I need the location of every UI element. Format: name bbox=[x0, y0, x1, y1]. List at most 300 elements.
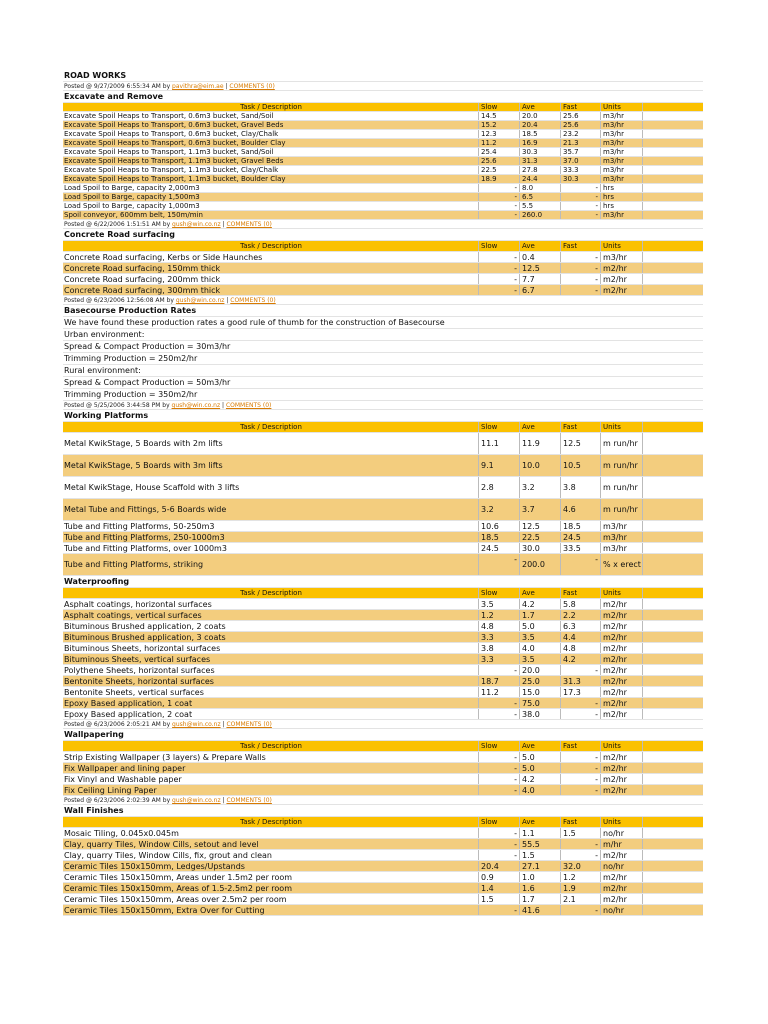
row-pad bbox=[643, 665, 703, 675]
task-description: Mosaic Tiling, 0.045x0.045m bbox=[64, 829, 179, 838]
slow-value: 22.5 bbox=[478, 166, 519, 174]
note-line bbox=[63, 341, 703, 353]
fast-value bbox=[560, 698, 600, 708]
posted-line bbox=[63, 296, 703, 305]
fast-value bbox=[560, 905, 600, 915]
slow-value: 24.5 bbox=[478, 543, 519, 553]
header-fast: Fast bbox=[560, 588, 600, 598]
task-description: Spoil conveyor, 600mm belt, 150m/min bbox=[64, 211, 203, 219]
header-task: Task / Description bbox=[240, 589, 302, 597]
row-pad bbox=[643, 166, 703, 174]
task-description: Excavate Spoil Heaps to Transport, 0.6m3 bucket, Boulder Clay bbox=[64, 139, 286, 147]
row-pad bbox=[643, 643, 703, 653]
task-description: Bituminous Brushed application, 3 coats bbox=[64, 633, 226, 642]
fast-value: 21.3 bbox=[560, 139, 600, 147]
slow-value: 18.5 bbox=[478, 532, 519, 542]
slow-value bbox=[478, 202, 519, 210]
table-header bbox=[63, 241, 703, 252]
units-value: hrs bbox=[600, 184, 643, 192]
comments-link[interactable]: COMMENTS (0) bbox=[226, 797, 272, 804]
table-row bbox=[63, 687, 703, 698]
fast-value: 10.5 bbox=[560, 455, 600, 476]
row-pad bbox=[643, 532, 703, 542]
ave-value: 10.0 bbox=[519, 455, 560, 476]
task-description: Fix Vinyl and Washable paper bbox=[64, 775, 182, 784]
note-line bbox=[63, 329, 703, 341]
fast-value bbox=[560, 709, 600, 719]
row-pad bbox=[643, 433, 703, 454]
table-row bbox=[63, 433, 703, 455]
header-pad bbox=[643, 103, 703, 111]
ave-value: 11.9 bbox=[519, 433, 560, 454]
row-pad bbox=[643, 905, 703, 915]
fast-value bbox=[560, 752, 600, 762]
fast-value: 4.8 bbox=[560, 643, 600, 653]
ave-value: 5.5 bbox=[519, 202, 560, 210]
slow-value: 1.5 bbox=[478, 894, 519, 904]
units-value: m2/hr bbox=[600, 883, 643, 893]
table-header bbox=[63, 422, 703, 433]
ave-value: 24.4 bbox=[519, 175, 560, 183]
slow-value: 1.4 bbox=[478, 883, 519, 893]
table-row bbox=[63, 121, 703, 130]
table-row bbox=[63, 252, 703, 263]
ave-value: 1.0 bbox=[519, 872, 560, 882]
posted-meta: Posted @ 6/23/2006 2:05:21 AM by gush@win.co.nz | COMMENTS (0) bbox=[64, 721, 272, 728]
note-text: We have found these production rates a good rule of thumb for the construction of Basecourse bbox=[64, 318, 445, 327]
header-task: Task / Description bbox=[240, 242, 302, 250]
slow-value bbox=[478, 193, 519, 201]
task-description: Excavate Spoil Heaps to Transport, 0.6m3 bucket, Sand/Soil bbox=[64, 112, 274, 120]
table-row bbox=[63, 643, 703, 654]
task-description: Bentonite Sheets, vertical surfaces bbox=[64, 688, 204, 697]
slow-value: 3.3 bbox=[478, 632, 519, 642]
slow-value bbox=[478, 211, 519, 219]
task-description: Ceramic Tiles 150x150mm, Areas of 1.5-2.5m2 per room bbox=[64, 884, 292, 893]
slow-value bbox=[478, 763, 519, 773]
table-row bbox=[63, 211, 703, 220]
empty-dash: - bbox=[514, 764, 517, 773]
table-row bbox=[63, 665, 703, 676]
units-value: m run/hr bbox=[600, 477, 643, 498]
ave-value: 200.0 bbox=[519, 554, 560, 575]
fast-value: 2.1 bbox=[560, 894, 600, 904]
header-fast: Fast bbox=[560, 241, 600, 251]
units-value: m3/hr bbox=[600, 252, 643, 262]
fast-value: 5.8 bbox=[560, 599, 600, 609]
section-heading-text: Basecourse Production Rates bbox=[64, 306, 197, 315]
fast-value bbox=[560, 774, 600, 784]
slow-value: 3.3 bbox=[478, 654, 519, 664]
task-description: Ceramic Tiles 150x150mm, Areas over 2.5m2 per room bbox=[64, 895, 287, 904]
ave-value: 1.7 bbox=[519, 610, 560, 620]
slow-value: 1.2 bbox=[478, 610, 519, 620]
empty-dash: - bbox=[514, 753, 517, 762]
table-row bbox=[63, 861, 703, 872]
slow-value: 3.2 bbox=[478, 499, 519, 520]
table-row bbox=[63, 543, 703, 554]
slow-value bbox=[478, 785, 519, 795]
ave-value: 31.3 bbox=[519, 157, 560, 165]
units-value: m3/hr bbox=[600, 175, 643, 183]
units-value: m2/hr bbox=[600, 665, 643, 675]
empty-dash: - bbox=[514, 275, 517, 284]
header-task: Task / Description bbox=[240, 103, 302, 111]
row-pad bbox=[643, 839, 703, 849]
ave-value: 6.7 bbox=[519, 285, 560, 295]
slow-value: 3.5 bbox=[478, 599, 519, 609]
author-link[interactable]: gush@win.co.nz bbox=[172, 221, 221, 228]
note-text: Spread & Compact Production = 50m3/hr bbox=[64, 378, 231, 387]
units-value: m2/hr bbox=[600, 285, 643, 295]
ave-value: 27.1 bbox=[519, 861, 560, 871]
table-row bbox=[63, 274, 703, 285]
slow-value bbox=[478, 709, 519, 719]
task-description: Tube and Fitting Platforms, over 1000m3 bbox=[64, 544, 227, 553]
section-heading bbox=[63, 576, 703, 588]
header-units: Units bbox=[600, 741, 643, 751]
task-description: Epoxy Based application, 2 coat bbox=[64, 710, 193, 719]
row-pad bbox=[643, 477, 703, 498]
author-link[interactable]: gush@win.co.nz bbox=[171, 402, 221, 409]
author-link[interactable]: gush@win.co.nz bbox=[175, 297, 225, 304]
posted-line bbox=[63, 220, 703, 229]
task-description: Bentonite Sheets, horizontal surfaces bbox=[64, 677, 214, 686]
fast-value: 37.0 bbox=[560, 157, 600, 165]
empty-dash: - bbox=[595, 253, 598, 262]
note-line bbox=[63, 317, 703, 329]
row-pad bbox=[643, 202, 703, 210]
fast-value bbox=[560, 554, 600, 575]
fast-value: 35.7 bbox=[560, 148, 600, 156]
table-row bbox=[63, 828, 703, 839]
ave-value: 8.0 bbox=[519, 184, 560, 192]
comments-link[interactable]: COMMENTS (0) bbox=[225, 402, 272, 409]
slow-value bbox=[478, 554, 519, 575]
note-text: Urban environment: bbox=[64, 330, 145, 339]
table-row bbox=[63, 202, 703, 211]
header-slow: Slow bbox=[478, 741, 519, 751]
slow-value bbox=[478, 752, 519, 762]
empty-dash: - bbox=[595, 764, 598, 773]
slow-value: 18.7 bbox=[478, 676, 519, 686]
row-pad bbox=[643, 785, 703, 795]
table-row bbox=[63, 632, 703, 643]
header-units: Units bbox=[600, 241, 643, 251]
units-value: m/hr bbox=[600, 839, 643, 849]
row-pad bbox=[643, 828, 703, 838]
task-description: Excavate Spoil Heaps to Transport, 1.1m3 bucket, Boulder Clay bbox=[64, 175, 286, 183]
task-description: Concrete Road surfacing, 200mm thick bbox=[64, 275, 221, 284]
row-pad bbox=[643, 139, 703, 147]
task-description: Ceramic Tiles 150x150mm, Ledges/Upstands bbox=[64, 862, 245, 871]
empty-dash: - bbox=[595, 211, 598, 219]
row-pad bbox=[643, 175, 703, 183]
slow-value bbox=[478, 905, 519, 915]
task-description: Metal KwikStage, House Scaffold with 3 lifts bbox=[64, 483, 240, 492]
units-value: m2/hr bbox=[600, 632, 643, 642]
row-pad bbox=[643, 184, 703, 192]
row-pad bbox=[643, 121, 703, 129]
empty-dash: - bbox=[514, 253, 517, 262]
note-text: Rural environment: bbox=[64, 366, 141, 375]
note-line bbox=[63, 389, 703, 401]
table-row bbox=[63, 130, 703, 139]
fast-value bbox=[560, 285, 600, 295]
posted-meta: Posted @ 6/23/2006 2:02:39 AM by gush@win.co.nz | COMMENTS (0) bbox=[64, 797, 272, 804]
table-row bbox=[63, 184, 703, 193]
fast-value bbox=[560, 193, 600, 201]
empty-dash: - bbox=[595, 710, 598, 719]
slow-value bbox=[478, 263, 519, 273]
empty-dash: - bbox=[514, 555, 517, 564]
section-heading bbox=[63, 729, 703, 741]
author-link[interactable]: gush@win.co.nz bbox=[172, 797, 221, 804]
ave-value: 1.5 bbox=[519, 850, 560, 860]
slow-value: 25.4 bbox=[478, 148, 519, 156]
fast-value bbox=[560, 839, 600, 849]
task-description: Load Spoil to Barge, capacity 1,500m3 bbox=[64, 193, 200, 201]
comments-link[interactable]: COMMENTS (0) bbox=[226, 221, 272, 228]
ave-value: 30.3 bbox=[519, 148, 560, 156]
table-row bbox=[63, 263, 703, 274]
ave-value: 38.0 bbox=[519, 709, 560, 719]
units-value: m run/hr bbox=[600, 455, 643, 476]
section-heading bbox=[63, 410, 703, 422]
table-row bbox=[63, 872, 703, 883]
slow-value: 2.8 bbox=[478, 477, 519, 498]
header-pad bbox=[643, 241, 703, 251]
units-value: m2/hr bbox=[600, 599, 643, 609]
slow-value bbox=[478, 828, 519, 838]
posted-meta: Posted @ 9/27/2009 6:55:34 AM by pavithra@eim.ae | COMMENTS (0) bbox=[64, 83, 275, 90]
task-description: Strip Existing Wallpaper (3 layers) & Prepare Walls bbox=[64, 753, 266, 762]
units-value: m2/hr bbox=[600, 274, 643, 284]
task-description: Concrete Road surfacing, 150mm thick bbox=[64, 264, 221, 273]
row-pad bbox=[643, 654, 703, 664]
task-description: Tube and Fitting Platforms, 250-1000m3 bbox=[64, 533, 225, 542]
header-fast: Fast bbox=[560, 422, 600, 432]
empty-dash: - bbox=[514, 286, 517, 295]
ave-value: 3.2 bbox=[519, 477, 560, 498]
empty-dash: - bbox=[514, 193, 517, 201]
row-pad bbox=[643, 543, 703, 553]
row-pad bbox=[643, 610, 703, 620]
fast-value bbox=[560, 763, 600, 773]
row-pad bbox=[643, 263, 703, 273]
header-slow: Slow bbox=[478, 103, 519, 111]
slow-value bbox=[478, 184, 519, 192]
units-value: m2/hr bbox=[600, 850, 643, 860]
task-description: Concrete Road surfacing, 300mm thick bbox=[64, 286, 221, 295]
empty-dash: - bbox=[595, 906, 598, 915]
slow-value: 3.8 bbox=[478, 643, 519, 653]
header-units: Units bbox=[600, 422, 643, 432]
slow-value: 11.2 bbox=[478, 139, 519, 147]
slow-value: 14.5 bbox=[478, 112, 519, 120]
ave-value: 4.0 bbox=[519, 785, 560, 795]
header-task: Task / Description bbox=[240, 742, 302, 750]
table-row bbox=[63, 166, 703, 175]
ave-value: 15.0 bbox=[519, 687, 560, 697]
comments-link[interactable]: COMMENTS (0) bbox=[226, 721, 272, 728]
slow-value: 20.4 bbox=[478, 861, 519, 871]
task-description: Epoxy Based application, 1 coat bbox=[64, 699, 193, 708]
empty-dash: - bbox=[514, 775, 517, 784]
slow-value bbox=[478, 698, 519, 708]
empty-dash: - bbox=[595, 555, 598, 564]
table-row bbox=[63, 554, 703, 576]
ave-value: 5.0 bbox=[519, 752, 560, 762]
section-heading bbox=[63, 305, 703, 317]
ave-value: 6.5 bbox=[519, 193, 560, 201]
header-ave: Ave bbox=[519, 741, 560, 751]
row-pad bbox=[643, 455, 703, 476]
author-link[interactable]: pavithra@eim.ae bbox=[172, 83, 224, 90]
units-value: m3/hr bbox=[600, 139, 643, 147]
fast-value bbox=[560, 184, 600, 192]
table-row bbox=[63, 676, 703, 687]
header-ave: Ave bbox=[519, 422, 560, 432]
slow-value bbox=[478, 274, 519, 284]
section-heading-text: Wall Finishes bbox=[64, 806, 124, 815]
fast-value: 31.3 bbox=[560, 676, 600, 686]
row-pad bbox=[643, 112, 703, 120]
ave-value: 7.7 bbox=[519, 274, 560, 284]
task-description: Fix Wallpaper and lining paper bbox=[64, 764, 186, 773]
table-row bbox=[63, 883, 703, 894]
task-description: Clay, quarry Tiles, Window Cills, fix, grout and clean bbox=[64, 851, 272, 860]
ave-value: 1.1 bbox=[519, 828, 560, 838]
posted-line bbox=[63, 796, 703, 805]
task-description: Fix Ceiling Lining Paper bbox=[64, 786, 157, 795]
header-ave: Ave bbox=[519, 241, 560, 251]
comments-link[interactable]: COMMENTS (0) bbox=[229, 83, 275, 90]
task-description: Load Spoil to Barge, capacity 1,000m3 bbox=[64, 202, 200, 210]
table-row bbox=[63, 193, 703, 202]
task-description: Concrete Road surfacing, Kerbs or Side Haunches bbox=[64, 253, 263, 262]
row-pad bbox=[643, 499, 703, 520]
ave-value: 55.5 bbox=[519, 839, 560, 849]
units-value: m3/hr bbox=[600, 521, 643, 531]
table-row bbox=[63, 763, 703, 774]
row-pad bbox=[643, 894, 703, 904]
ave-value: 4.2 bbox=[519, 774, 560, 784]
fast-value: 1.5 bbox=[560, 828, 600, 838]
table-row bbox=[63, 905, 703, 916]
row-pad bbox=[643, 274, 703, 284]
table-row bbox=[63, 521, 703, 532]
task-description: Excavate Spoil Heaps to Transport, 0.6m3 bucket, Gravel Beds bbox=[64, 121, 284, 129]
slow-value: 11.2 bbox=[478, 687, 519, 697]
header-ave: Ave bbox=[519, 588, 560, 598]
table-row bbox=[63, 499, 703, 521]
units-value: m run/hr bbox=[600, 499, 643, 520]
table-row bbox=[63, 709, 703, 720]
note-line bbox=[63, 365, 703, 377]
row-pad bbox=[643, 521, 703, 531]
section-heading bbox=[63, 91, 703, 103]
table-header bbox=[63, 588, 703, 599]
slow-value: 4.8 bbox=[478, 621, 519, 631]
empty-dash: - bbox=[595, 184, 598, 192]
header-units: Units bbox=[600, 817, 643, 827]
row-pad bbox=[643, 148, 703, 156]
fast-value: 6.3 bbox=[560, 621, 600, 631]
fast-value bbox=[560, 263, 600, 273]
ave-value: 3.5 bbox=[519, 632, 560, 642]
slow-value: 0.9 bbox=[478, 872, 519, 882]
task-description: Asphalt coatings, vertical surfaces bbox=[64, 611, 202, 620]
empty-dash: - bbox=[595, 851, 598, 860]
units-value: m run/hr bbox=[600, 433, 643, 454]
fast-value: 23.2 bbox=[560, 130, 600, 138]
header-pad bbox=[643, 741, 703, 751]
units-value: hrs bbox=[600, 202, 643, 210]
ave-value: 0.4 bbox=[519, 252, 560, 262]
row-pad bbox=[643, 687, 703, 697]
table-row bbox=[63, 621, 703, 632]
units-value: m3/hr bbox=[600, 112, 643, 120]
section-heading-text: Waterproofing bbox=[64, 577, 130, 586]
task-description: Metal KwikStage, 5 Boards with 2m lifts bbox=[64, 439, 223, 448]
ave-value: 20.0 bbox=[519, 112, 560, 120]
row-pad bbox=[643, 554, 703, 575]
empty-dash: - bbox=[514, 264, 517, 273]
ave-value: 12.5 bbox=[519, 263, 560, 273]
table-row bbox=[63, 752, 703, 763]
header-ave: Ave bbox=[519, 817, 560, 827]
table-header bbox=[63, 741, 703, 752]
table-row bbox=[63, 610, 703, 621]
table-row bbox=[63, 839, 703, 850]
header-slow: Slow bbox=[478, 588, 519, 598]
fast-value: 33.5 bbox=[560, 543, 600, 553]
ave-value: 41.6 bbox=[519, 905, 560, 915]
fast-value: 24.5 bbox=[560, 532, 600, 542]
slow-value bbox=[478, 252, 519, 262]
ave-value: 22.5 bbox=[519, 532, 560, 542]
posted-line bbox=[63, 82, 703, 91]
units-value: m3/hr bbox=[600, 130, 643, 138]
empty-dash: - bbox=[514, 851, 517, 860]
table-row bbox=[63, 774, 703, 785]
row-pad bbox=[643, 883, 703, 893]
slow-value: 10.6 bbox=[478, 521, 519, 531]
fast-value: 12.5 bbox=[560, 433, 600, 454]
ave-value: 75.0 bbox=[519, 698, 560, 708]
empty-dash: - bbox=[514, 184, 517, 192]
ave-value: 12.5 bbox=[519, 521, 560, 531]
ave-value: 5.0 bbox=[519, 763, 560, 773]
row-pad bbox=[643, 599, 703, 609]
section-heading-text: Wallpapering bbox=[64, 730, 124, 739]
comments-link[interactable]: COMMENTS (0) bbox=[230, 297, 276, 304]
section-heading-text: Working Platforms bbox=[64, 411, 149, 420]
slow-value bbox=[478, 850, 519, 860]
production-rates-sheet bbox=[63, 70, 703, 916]
author-link[interactable]: gush@win.co.nz bbox=[172, 721, 221, 728]
task-description: Bituminous Brushed application, 2 coats bbox=[64, 622, 226, 631]
units-value: m3/hr bbox=[600, 148, 643, 156]
row-pad bbox=[643, 752, 703, 762]
empty-dash: - bbox=[595, 786, 598, 795]
row-pad bbox=[643, 252, 703, 262]
task-description: Bituminous Sheets, horizontal surfaces bbox=[64, 644, 221, 653]
row-pad bbox=[643, 709, 703, 719]
table-row bbox=[63, 285, 703, 296]
fast-value: 30.3 bbox=[560, 175, 600, 183]
